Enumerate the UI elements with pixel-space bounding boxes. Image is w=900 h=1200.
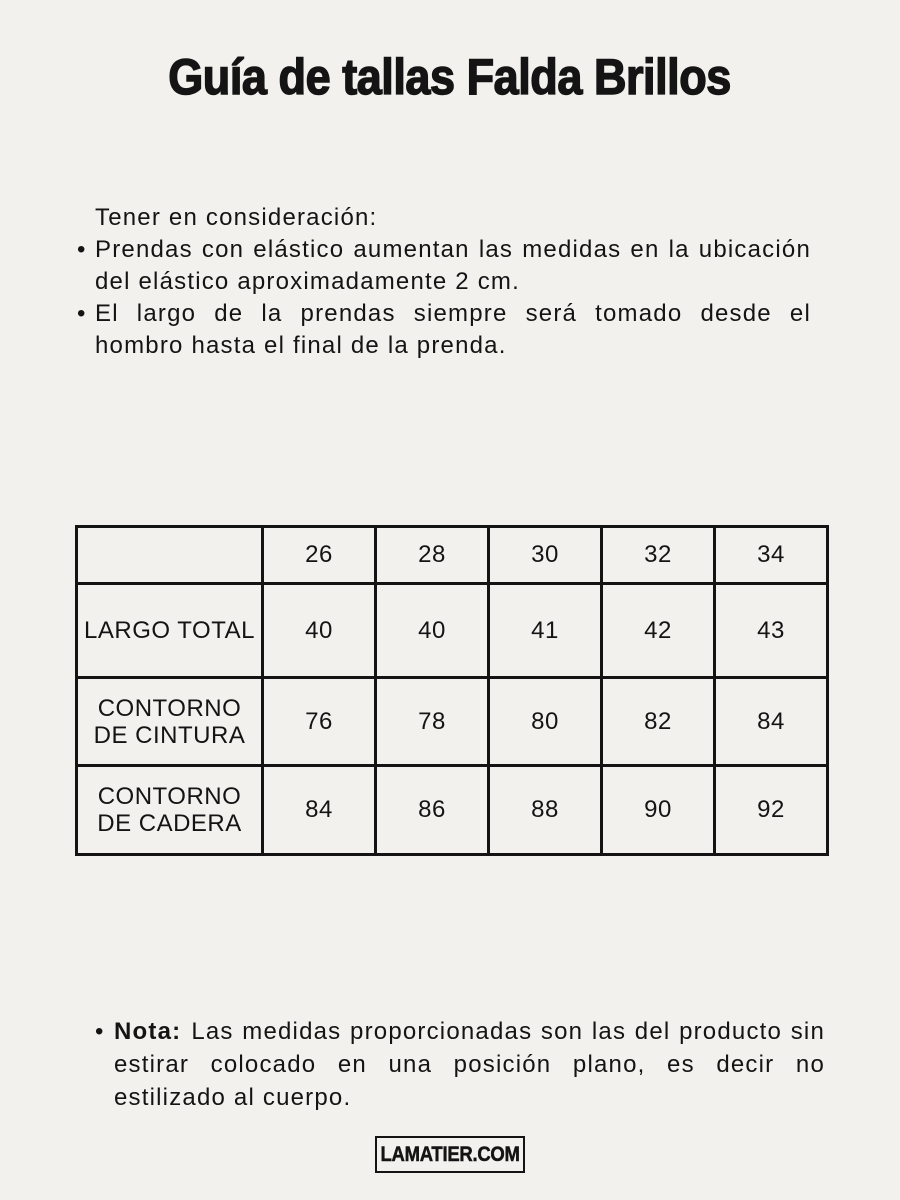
measurement-label-line: DE CADERA [97, 810, 242, 837]
measurement-value-cell: 84 [715, 678, 828, 766]
note-text: Las medidas proporcionadas son las del producto sin estirar colocado en una posición plano, es decir no estilizado al cuerpo. [114, 1018, 825, 1111]
measurement-label-line: CONTORNO [97, 694, 242, 722]
size-table [75, 525, 829, 856]
measurement-value-cell: 86 [376, 766, 489, 855]
page-title-text: Guía de tallas Falda Brillos [168, 49, 732, 105]
measurement-label-line: DE CINTURA [93, 721, 246, 749]
measurement-value-cell: 82 [602, 678, 715, 766]
size-header-cell: 34 [715, 527, 828, 584]
measurement-value-cell: 88 [489, 766, 602, 855]
brand-name: LAMATIER.COM [380, 1142, 520, 1166]
size-header-cell: 28 [376, 527, 489, 584]
measurement-value-cell: 40 [263, 584, 376, 678]
note-label: Nota: [114, 1018, 182, 1045]
measurement-value-cell: 43 [715, 584, 828, 678]
size-header-empty-cell [77, 527, 263, 584]
measurement-value-cell: 41 [489, 584, 602, 678]
measurement-value-cell: 92 [715, 766, 828, 855]
measurement-value-cell: 40 [376, 584, 489, 678]
measurement-value-cell: 76 [263, 678, 376, 766]
consideration-item [75, 234, 811, 298]
consideration-item [75, 298, 811, 362]
size-header-cell: 30 [489, 527, 602, 584]
measurement-value-cell: 42 [602, 584, 715, 678]
size-table-header-row [77, 527, 828, 584]
note-item [95, 1015, 825, 1114]
measurement-label-line: LARGO TOTAL [84, 617, 255, 644]
table-row [77, 766, 828, 855]
table-row [77, 584, 828, 678]
measurement-label-cell [77, 584, 263, 678]
size-header-cell: 32 [602, 527, 715, 584]
considerations-list [75, 234, 811, 362]
consideration-text: Prendas con elástico aumentan las medidas en la ubicación del elástico aproximadamente 2 cm. [95, 236, 811, 295]
measurement-value-cell: 84 [263, 766, 376, 855]
measurement-value-cell: 80 [489, 678, 602, 766]
table-row [77, 678, 828, 766]
considerations-heading: Tener en consideración: [95, 204, 378, 231]
measurement-label-cell [77, 766, 263, 855]
size-header-cell: 26 [263, 527, 376, 584]
measurement-label-line: CONTORNO [97, 783, 242, 810]
page-title [0, 46, 900, 108]
note-section [95, 1015, 825, 1114]
consideration-text: El largo de la prendas siempre será tomado desde el hombro hasta el final de la prenda. [95, 300, 811, 359]
measurement-value-cell: 78 [376, 678, 489, 766]
brand-box [375, 1136, 525, 1173]
measurement-value-cell: 90 [602, 766, 715, 855]
measurement-label-cell [77, 678, 263, 766]
considerations-section [75, 202, 811, 362]
